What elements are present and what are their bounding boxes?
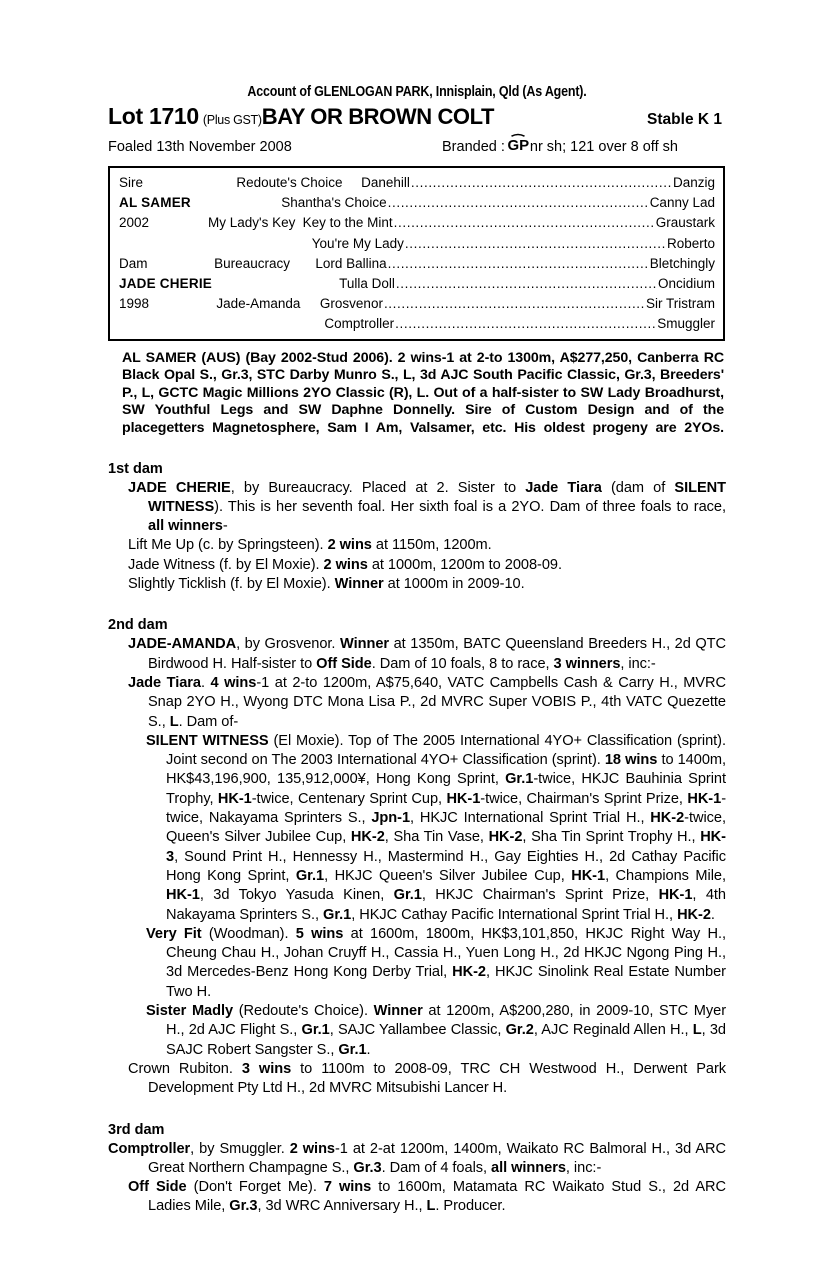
- second-dam-very-fit: Very Fit (Woodman). 5 wins at 1600m, 1800m, HK$3,101,850, HKJC Right Way H., Cheung Chau H., Johan Cruyff H., Cassia H., Yuen Long H., 2d HKJC Ngong Ping H., 3d Mercedes-Benz Hong Kong Derby Trial, HK-2, HKJC Sinolink Real Estate Number Two H.: [146, 925, 726, 1000]
- leader-dots: ............................................................: [404, 235, 666, 251]
- leader-dots: ............................................................: [395, 276, 657, 292]
- pedigree-row: [110, 274, 723, 294]
- lot-title-line: [108, 103, 726, 133]
- second-dam-crown-rubiton: Crown Rubiton. 3 wins to 1100m to 2008-09, TRC CH Westwood H., Derwent Park Development Pty Ltd H., 2d MVRC Mitsubishi Lancer H.: [128, 1060, 726, 1097]
- foaled-date: Foaled 13th November 2008: [108, 139, 292, 155]
- dam-year: 1998: [119, 296, 150, 312]
- pedigree-gp-sire: Lord Ballina: [315, 255, 387, 271]
- sire-name: AL SAMER: [119, 195, 191, 211]
- pedigree-ggp: Bletchingly: [649, 255, 715, 271]
- pedigree-row: [110, 294, 723, 314]
- pedigree-row: [110, 173, 723, 193]
- second-dam-silent-witness: SILENT WITNESS (El Moxie). Top of The 2005 International 4YO+ Classification (sprint). Joint second on The 2003 International 4YO+ Classification (sprint). 18 wins to 1400m, HK$43,196,900, 135,912,000¥, Hong Kong Sprint, Gr.1-twice, HKJC Bauhinia Sprint Trophy, HK-1-twice, Centenary Sprint Cup, HK-1-twice, Chairman's Sprint Prize, HK-1-twice, Nakayama Sprinters S., Jpn-1, HKJC International Sprint Trial H., HK-2-twice, Queen's Silver Jubilee Cup, HK-2, Sha Tin Vase, HK-2, Sha Tin Sprint Trophy H., HK-3, Sound Print H., Hennessy H., Mastermind H., Gay Eighties H., 2d Cathay Pacific Hong Kong Sprint, Gr.1, HKJC Queen's Silver Jubilee Cup, HK-1, Champions Mile, HK-1, 3d Tokyo Yasuda Kinen, Gr.1, HKJC Chairman's Sprint Prize, HK-1, 4th Nakayama Sprinters S., Gr.1, HKJC Cathay Pacific International Sprint Trial H., HK-2.: [146, 732, 726, 923]
- pedigree-row: [110, 213, 723, 233]
- pedigree-gp-sire: Tulla Doll: [339, 276, 395, 292]
- lot-number: Lot 1710: [108, 103, 199, 129]
- pedigree-gp-sire: You're My Lady: [311, 235, 404, 251]
- colt-description: BAY OR BROWN COLT: [261, 104, 495, 129]
- leader-dots: ............................................................: [383, 296, 645, 312]
- pedigree-ggp: Smuggler: [657, 316, 715, 332]
- svg-text:GP: GP: [507, 137, 529, 153]
- first-dam-progeny: Lift Me Up (c. by Springsteen). 2 wins at 1150m, 1200m.: [128, 537, 492, 554]
- pedigree-c2: Bureaucracy: [214, 255, 290, 271]
- third-dam-off-side: Off Side (Don't Forget Me). 7 wins to 1600m, Matamata RC Waikato Stud S., 2d ARC Ladies Mile, Gr.3, 3d WRC Anniversary H., L. Producer.: [128, 1179, 727, 1215]
- pedigree-row: [110, 234, 723, 254]
- pedigree-c1: Dam: [119, 255, 148, 271]
- pedigree-c2: My Lady's Key: [208, 215, 296, 231]
- account-line: Account of GLENLOGAN PARK, Innisplain, Qld (As Agent).: [247, 84, 587, 100]
- pedigree-row: [110, 254, 723, 274]
- pedigree-gp-sire: Shantha's Choice: [281, 195, 387, 211]
- leader-dots: ............................................................: [410, 175, 672, 190]
- first-dam-progeny: Jade Witness (f. by El Moxie). 2 wins at 1000m, 1200m to 2008-09.: [128, 556, 562, 573]
- sire-year: 2002: [119, 215, 150, 231]
- first-dam-main: JADE CHERIE, by Bureaucracy. Placed at 2. Sister to Jade Tiara (dam of SILENT WITNESS). This is her seventh foal. Her sixth foal is a 2YO. Dam of three foals to race, all winners-: [128, 479, 726, 535]
- pedigree-ggp: Sir Tristram: [646, 296, 715, 312]
- pedigree-c1: Sire: [119, 175, 144, 190]
- first-dam-progeny: Slightly Ticklish (f. by El Moxie). Winner at 1000m in 2009-10.: [128, 576, 525, 593]
- pedigree-c2: Jade-Amanda: [216, 296, 301, 312]
- second-dam-heading: 2nd dam: [108, 617, 168, 634]
- third-dam-main: Comptroller, by Smuggler. 2 wins-1 at 2-at 1200m, 1400m, Waikato RC Balmoral H., 3d ARC Great Northern Champagne S., Gr.3. Dam of 4 foals, all winners, inc:-: [108, 1140, 727, 1176]
- dam-name: JADE CHERIE: [119, 276, 212, 292]
- leader-dots: ............................................................: [387, 195, 649, 211]
- branded-info: [442, 136, 678, 157]
- pedigree-ggp: Roberto: [666, 235, 715, 251]
- stable-label: Stable K 1: [647, 111, 722, 128]
- leader-dots: ............................................................: [395, 316, 657, 332]
- branded-value: nr sh; 121 over 8 off sh: [529, 139, 678, 155]
- gp-monogram-brand-icon: [507, 136, 528, 151]
- third-dam-heading: 3rd dam: [108, 1121, 165, 1138]
- pedigree-c2: Redoute's Choice: [236, 175, 343, 190]
- pedigree-row: [110, 193, 723, 213]
- pedigree-row: [110, 314, 723, 334]
- pedigree-table: [108, 166, 725, 341]
- first-dam-heading: 1st dam: [108, 460, 163, 477]
- branded-label: Branded :: [442, 139, 505, 155]
- pedigree-gp-sire: Key to the Mint: [302, 215, 393, 231]
- leader-dots: ............................................................: [393, 215, 655, 231]
- second-dam-jade-tiara: Jade Tiara. 4 wins-1 at 2-to 1200m, A$75,640, VATC Campbells Cash & Carry H., MVRC Snap 2YO H., Wyong DTC Mona Lisa P., 2d MVRC Super VOBIS P., 4th VATC Quezette S., L. Dam of-: [128, 674, 727, 730]
- pedigree-ggp: Oncidium: [657, 276, 715, 292]
- pedigree-gp-sire: Danehill: [361, 175, 410, 190]
- pedigree-ggp: Graustark: [655, 215, 715, 231]
- foaled-branded-line: [108, 136, 726, 157]
- second-dam-sister-madly: Sister Madly (Redoute's Choice). Winner at 1200m, A$200,280, in 2009-10, STC Myer H., 2d AJC Flight S., Gr.1, SAJC Yallambee Classic, Gr.2, AJC Reginald Allen H., L, 3d SAJC Robert Sangster S., Gr.1.: [146, 1003, 727, 1058]
- leader-dots: ............................................................: [387, 255, 649, 271]
- plus-gst-label: (Plus GST): [202, 113, 262, 127]
- pedigree-ggp: Danzig: [672, 175, 715, 190]
- pedigree-gp-sire: Grosvenor: [319, 296, 383, 312]
- page-content: [108, 84, 726, 1217]
- sire-summary-paragraph: AL SAMER (AUS) (Bay 2002-Stud 2006). 2 wins-1 at 2-to 1300m, A$277,250, Canberra RC Black Opal S., Gr.3, STC Darby Munro S., L, 3d AJC South Pacific Classic, Gr.3, Breeders' P., L, GCTC Magic Millions 2YO Classic (R), L. Out of a half-sister to SW Lady Broadhurst, SW Youthful Legs and SW Daphne Donnelly. Sire of Custom Design and of the placegetters Magnetosphere, Sam I Am, Valsamer, etc. His oldest progeny are 2YOs.: [122, 349, 724, 436]
- second-dam-main: JADE-AMANDA, by Grosvenor. Winner at 1350m, BATC Queensland Breeders H., 2d QTC Birdwood H. Half-sister to Off Side. Dam of 10 foals, 8 to race, 3 winners, inc:-: [128, 636, 726, 672]
- pedigree-gp-sire: Comptroller: [324, 316, 395, 332]
- pedigree-ggp: Canny Lad: [649, 195, 715, 211]
